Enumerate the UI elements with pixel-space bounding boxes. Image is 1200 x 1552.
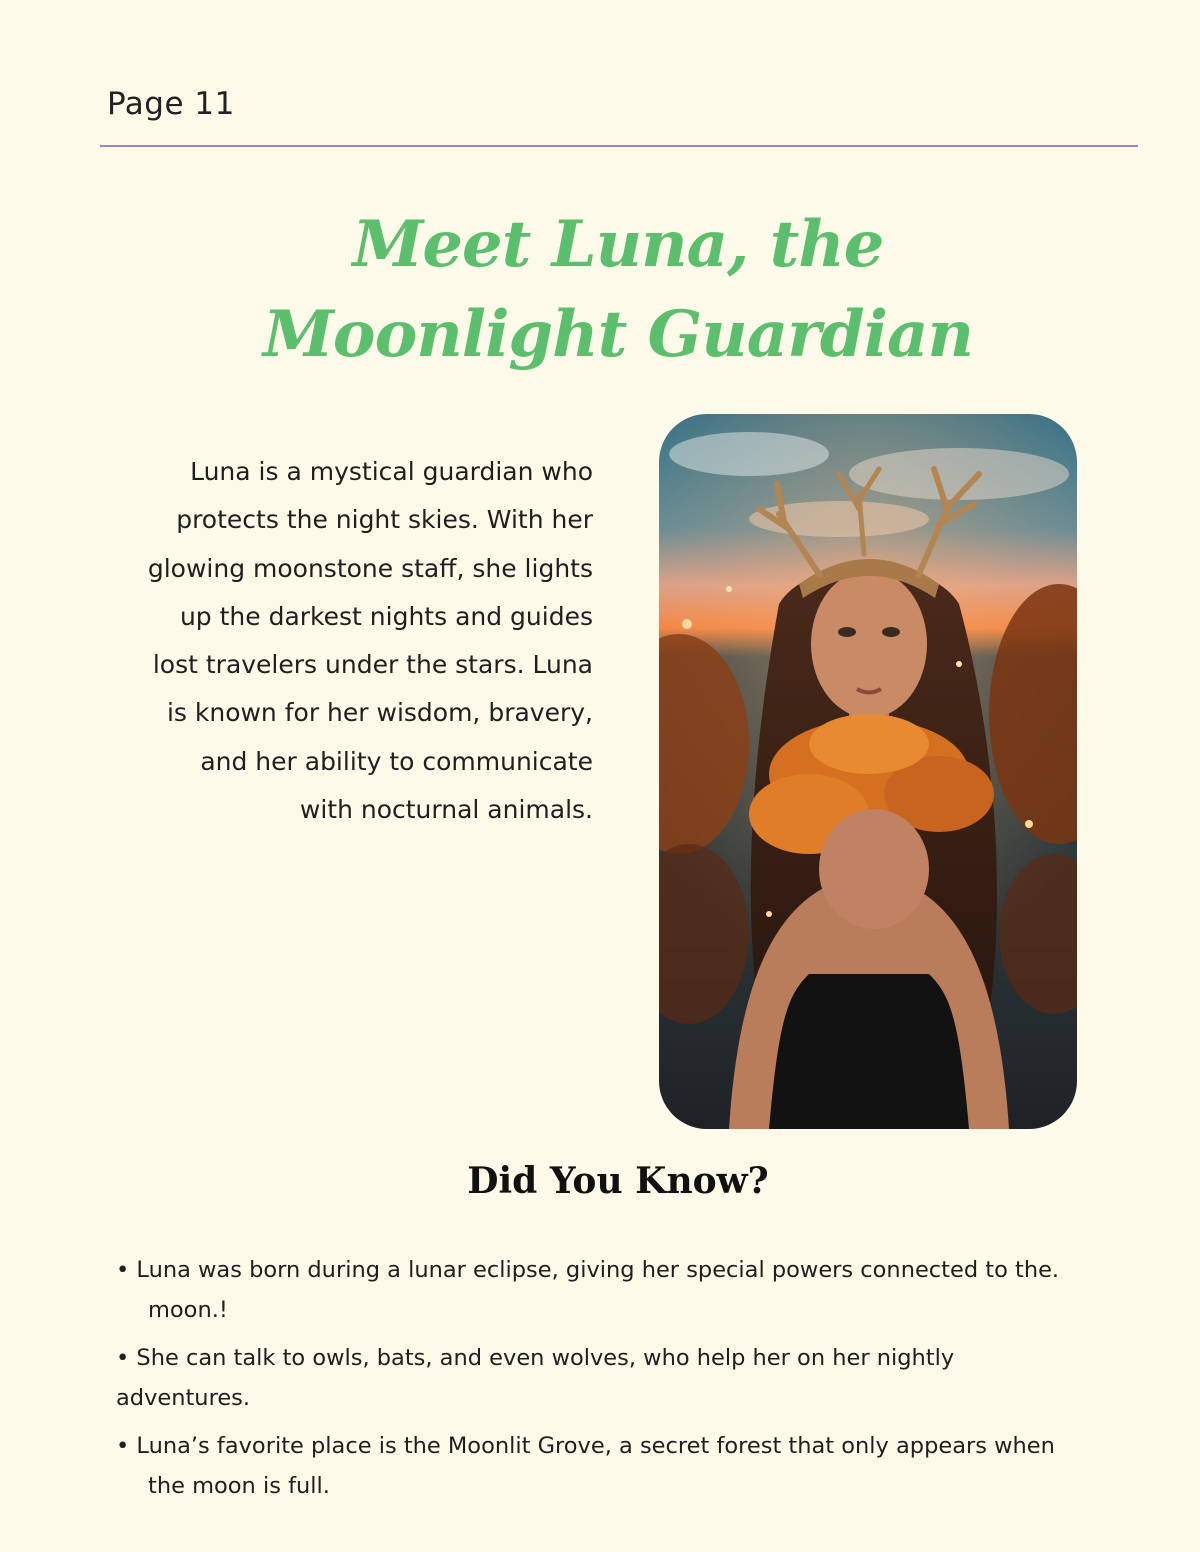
intro-line: with nocturnal animals. — [299, 795, 593, 825]
list-item — [116, 1426, 1116, 1506]
page-title — [0, 200, 1200, 380]
intro-line: glowing moonstone staff, she lights — [147, 553, 593, 583]
intro-line: Luna is a mystical guardian who — [190, 457, 593, 486]
intro-line: is known for her wisdom, bravery, — [166, 698, 593, 728]
fact-line: adventures. — [116, 1385, 251, 1411]
intro-line: and her ability to communicate — [200, 746, 593, 776]
did-you-know-heading: Did You Know? — [467, 1160, 769, 1202]
intro-paragraph — [100, 448, 593, 834]
did-you-know-list — [116, 1250, 1116, 1514]
fact-line: • She can talk to owls, bats, and even wolves, who help her on her nightly — [116, 1345, 955, 1371]
title-line-1: Meet Luna, the — [352, 207, 884, 282]
list-item — [116, 1338, 1116, 1418]
list-item — [116, 1250, 1116, 1330]
fact-line: moon.! — [148, 1297, 228, 1323]
intro-line: up the darkest nights and guides — [179, 601, 593, 631]
title-line-2: Moonlight Guardian — [263, 297, 973, 372]
luna-portrait-photo — [659, 414, 1077, 1129]
page-number: Page 11 — [107, 86, 235, 122]
fact-line: • Luna’s favorite place is the Moonlit Grove, a secret forest that only appears when — [116, 1433, 1055, 1459]
fact-line: the moon is full. — [148, 1473, 330, 1499]
intro-line: protects the night skies. With her — [176, 505, 593, 535]
intro-line: lost travelers under the stars. Luna — [152, 650, 593, 680]
header-divider — [100, 145, 1138, 147]
fact-line: • Luna was born during a lunar eclipse, giving her special powers connected to the. — [116, 1257, 1060, 1283]
